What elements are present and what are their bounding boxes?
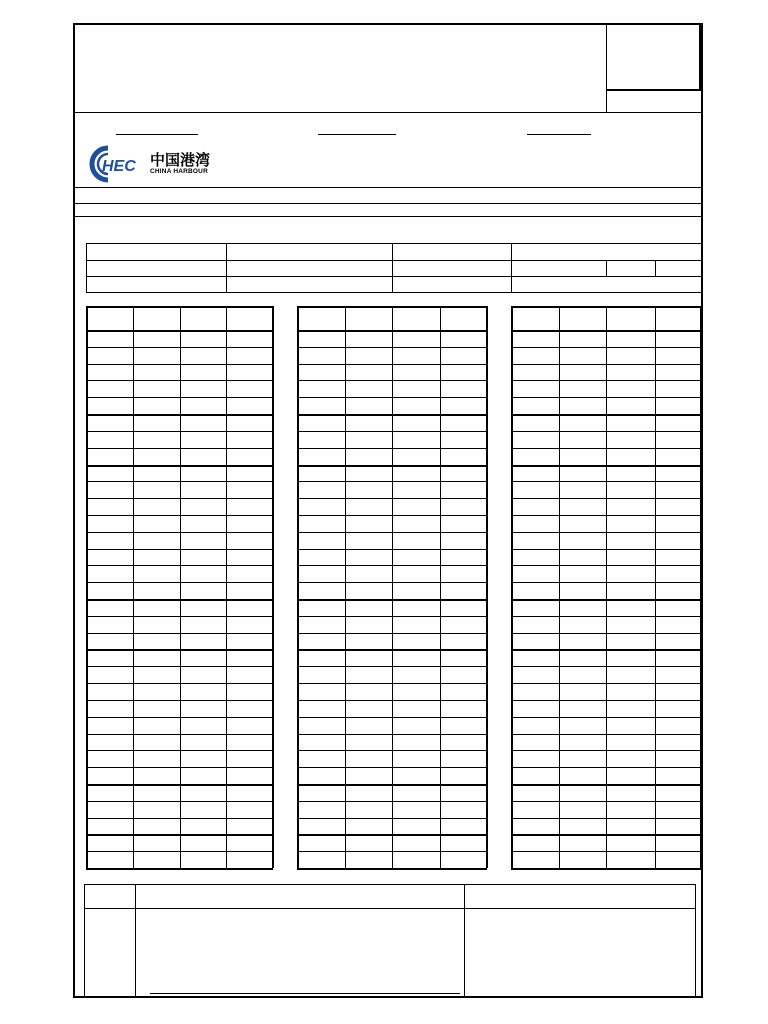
grid-2-row-line: [297, 801, 487, 802]
grid-3-row-line: [511, 851, 701, 852]
header-band-line-3: [74, 216, 702, 217]
grid-1-row-line: [86, 633, 273, 634]
logo-name-en: CHINA HARBOUR: [150, 168, 208, 175]
grid-3-row-line: [511, 498, 701, 499]
grid-3-row-line: [511, 616, 701, 617]
svg-text:HEC: HEC: [102, 158, 136, 175]
grid-1-row-line: [86, 767, 273, 768]
grid-2-row-line: [297, 851, 487, 852]
info-table-col-1: [226, 243, 227, 292]
grid-1-row-line: [86, 364, 273, 365]
logo-name-cn: 中国港湾: [150, 151, 211, 169]
grid-1-row-line: [86, 683, 273, 684]
grid-3-row-line: [511, 868, 701, 870]
grid-1-top-edge: [86, 306, 273, 308]
grid-1-row-line: [86, 700, 273, 701]
grid-1-row-line: [86, 818, 273, 819]
info-table-col-2: [392, 243, 393, 292]
grid-3-row-line: [511, 565, 701, 566]
footer-signature-blank[interactable]: [150, 993, 460, 994]
grid-2-row-line: [297, 767, 487, 768]
grid-1-row-line: [86, 851, 273, 852]
grid-3-row-line: [511, 532, 701, 533]
header-band-line-2: [74, 203, 702, 204]
grid-3-row-line: [511, 649, 701, 651]
info-table-bottom: [86, 292, 702, 293]
grid-1-row-line: [86, 347, 273, 348]
grid-3-row-line: [511, 481, 701, 482]
chec-logo-mark-icon: [86, 144, 152, 184]
grid-2-row-line: [297, 633, 487, 634]
grid-1-row-line: [86, 515, 273, 516]
grid-3-row-line: [511, 683, 701, 684]
grid-1-row-line: [86, 549, 273, 550]
grid-3-header-line: [511, 330, 701, 332]
grid-2-row-line: [297, 532, 487, 533]
grid-1-row-line: [86, 750, 273, 751]
grid-1-row-line: [86, 448, 273, 449]
grid-3-row-line: [511, 700, 701, 701]
grid-1-row-line: [86, 599, 273, 601]
grid-2-top-edge: [297, 306, 487, 308]
title-block-divider: [606, 24, 607, 112]
grid-3-row-line: [511, 448, 701, 449]
info-table-mid: [86, 260, 702, 261]
grid-2-row-line: [297, 431, 487, 432]
grid-2-row-line: [297, 582, 487, 583]
grid-2-row-line: [297, 397, 487, 398]
grid-1-row-line: [86, 649, 273, 651]
grid-3-row-line: [511, 717, 701, 718]
grid-1-header-line: [86, 330, 273, 332]
info-table-col-3: [511, 243, 512, 292]
footer-table-col-1: [135, 884, 136, 996]
title-block-bottom-line: [74, 112, 702, 113]
grid-1-row-line: [86, 784, 273, 786]
grid-1-row-line: [86, 565, 273, 566]
grid-3-row-line: [511, 431, 701, 432]
grid-1-row-line: [86, 532, 273, 533]
grid-3-top-edge: [511, 306, 701, 308]
title-side-right-edge: [699, 24, 701, 90]
info-table-top: [86, 243, 702, 244]
signature-blank-3[interactable]: [527, 134, 591, 135]
grid-1-row-line: [86, 868, 273, 870]
title-side-cell-line: [606, 89, 702, 91]
grid-3-row-line: [511, 750, 701, 751]
grid-2-row-line: [297, 834, 487, 836]
signature-blank-2[interactable]: [318, 134, 396, 135]
grid-2-row-line: [297, 515, 487, 516]
grid-3-row-line: [511, 347, 701, 348]
grid-3-row-line: [511, 784, 701, 786]
header-band-line-1: [74, 187, 702, 188]
grid-2-row-line: [297, 448, 487, 449]
grid-2-row-line: [297, 498, 487, 499]
info-table-left: [86, 243, 87, 292]
footer-table-bottom: [84, 996, 696, 997]
grid-2-row-line: [297, 481, 487, 482]
grid-1-row-line: [86, 431, 273, 432]
grid-2-row-line: [297, 414, 487, 416]
signature-blank-1[interactable]: [116, 134, 198, 135]
grid-3-row-line: [511, 515, 701, 516]
grid-2-row-line: [297, 364, 487, 365]
grid-1-row-line: [86, 582, 273, 583]
grid-2-row-line: [297, 380, 487, 381]
grid-3-row-line: [511, 818, 701, 819]
grid-3-row-line: [511, 465, 701, 467]
grid-2-row-line: [297, 347, 487, 348]
footer-table-header-line: [84, 908, 696, 909]
info-table-subcol-2: [655, 260, 656, 276]
grid-3-row-line: [511, 599, 701, 601]
grid-2-row-line: [297, 465, 487, 467]
grid-3-row-line: [511, 767, 701, 768]
grid-1-row-line: [86, 734, 273, 735]
grid-2-row-line: [297, 868, 487, 870]
grid-3-row-line: [511, 364, 701, 365]
grid-3-row-line: [511, 801, 701, 802]
grid-1-row-line: [86, 801, 273, 802]
grid-3-row-line: [511, 582, 701, 583]
grid-2-row-line: [297, 734, 487, 735]
grid-2-row-line: [297, 616, 487, 617]
grid-3-row-line: [511, 734, 701, 735]
grid-1-row-line: [86, 666, 273, 667]
grid-1-row-line: [86, 481, 273, 482]
info-table-subcol-1: [606, 260, 607, 276]
info-table-row2: [86, 276, 702, 277]
grid-2-header-line: [297, 330, 487, 332]
grid-2-row-line: [297, 818, 487, 819]
grid-2-row-line: [297, 599, 487, 601]
grid-1-row-line: [86, 380, 273, 381]
grid-2-row-line: [297, 549, 487, 550]
grid-3-row-line: [511, 397, 701, 398]
grid-3-row-line: [511, 666, 701, 667]
grid-1-row-line: [86, 397, 273, 398]
grid-2-row-line: [297, 750, 487, 751]
grid-1-row-line: [86, 414, 273, 416]
grid-2-row-line: [297, 700, 487, 701]
grid-3-row-line: [511, 380, 701, 381]
grid-2-row-line: [297, 565, 487, 566]
grid-2-row-line: [297, 683, 487, 684]
footer-table-col-2: [464, 884, 465, 996]
grid-3-row-line: [511, 549, 701, 550]
company-logo: [86, 144, 216, 184]
footer-table-top: [84, 884, 696, 885]
grid-3-row-line: [511, 834, 701, 836]
grid-1-row-line: [86, 834, 273, 836]
grid-2-row-line: [297, 784, 487, 786]
grid-3-row-line: [511, 633, 701, 634]
grid-2-row-line: [297, 666, 487, 667]
grid-1-row-line: [86, 465, 273, 467]
footer-table-left: [84, 884, 85, 996]
grid-1-row-line: [86, 717, 273, 718]
grid-1-row-line: [86, 616, 273, 617]
grid-2-row-line: [297, 717, 487, 718]
grid-2-row-line: [297, 649, 487, 651]
footer-table-right: [695, 884, 696, 996]
grid-1-row-line: [86, 498, 273, 499]
grid-3-row-line: [511, 414, 701, 416]
